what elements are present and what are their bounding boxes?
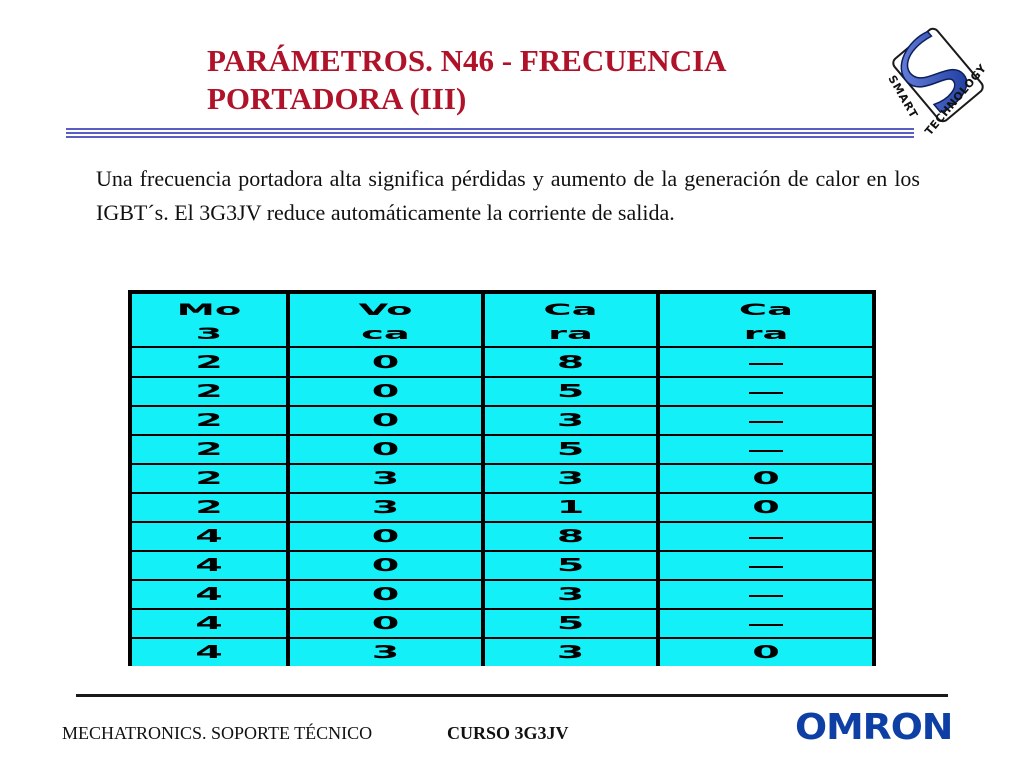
table-cell-dash <box>749 450 783 452</box>
table-cell: 2 <box>195 497 223 518</box>
table-cell: 5 <box>556 381 585 402</box>
table-cell: 0 <box>752 497 780 518</box>
table-cell: 3 <box>556 584 585 605</box>
table-cell-dash <box>749 624 783 626</box>
table-cell: 4 <box>195 642 223 663</box>
table-cell: 0 <box>371 613 400 634</box>
header-text: Mo <box>176 300 242 319</box>
table-cell: 4 <box>195 555 223 576</box>
table-cell-dash <box>749 421 783 423</box>
table-cell: 2 <box>195 468 223 489</box>
table-cell: 0 <box>752 468 780 489</box>
header-text: Ca <box>543 300 598 319</box>
table-cell: 2 <box>195 439 223 460</box>
svg-text:TECHNOLOGY: TECHNOLOGY <box>922 61 990 138</box>
table-cell: 5 <box>556 439 585 460</box>
svg-text:SMART: SMART <box>885 73 921 121</box>
table-cell-dash <box>749 363 783 365</box>
header-text: 3 <box>195 324 223 343</box>
table-cell: 3 <box>371 642 400 663</box>
table-cell: 0 <box>371 410 400 431</box>
table-cell: 5 <box>556 555 585 576</box>
header-text: ca <box>361 324 410 343</box>
table-cell: 0 <box>371 526 400 547</box>
footer-course: CURSO 3G3JV <box>447 723 569 743</box>
table-cell-dash <box>749 392 783 394</box>
table-cell: 0 <box>371 439 400 460</box>
table-cell: 0 <box>752 642 780 663</box>
smart-technology-logo <box>868 10 1008 140</box>
table-cell: 0 <box>371 555 400 576</box>
table-cell: 2 <box>195 352 223 373</box>
table-cell: 4 <box>195 584 223 605</box>
title-line-2: PORTADORA (III) <box>207 81 467 116</box>
header-text: Vo <box>358 300 413 319</box>
header-text: ra <box>743 324 789 343</box>
table-cell-dash <box>749 566 783 568</box>
table-cell: 3 <box>556 642 585 663</box>
title-underline <box>66 128 914 142</box>
table-cell: 8 <box>556 526 585 547</box>
carrier-frequency-table <box>128 290 876 666</box>
table-cell-dash <box>749 595 783 597</box>
table-cell: 3 <box>371 468 400 489</box>
description-paragraph: Una frecuencia portadora alta significa pérdidas y aumento de la generación de calor en los IGBT´s. El 3G3JV reduce automáticamente la corriente de salida. <box>96 166 920 225</box>
table-cell: 5 <box>556 613 585 634</box>
table-cell: 2 <box>195 381 223 402</box>
table-cell: 4 <box>195 526 223 547</box>
page-title <box>207 42 847 118</box>
table-cell: 1 <box>556 497 585 518</box>
table-cell: 3 <box>371 497 400 518</box>
table-cell: 0 <box>371 584 400 605</box>
table-cell: 8 <box>556 352 585 373</box>
table-cell: 3 <box>556 410 585 431</box>
table-cell: 2 <box>195 410 223 431</box>
footer-department: MECHATRONICS. SOPORTE TÉCNICO <box>62 723 373 743</box>
table-cell: 4 <box>195 613 223 634</box>
table-header-carrier-2 <box>512 296 1021 348</box>
table-cell: 0 <box>371 352 400 373</box>
table-cell: 3 <box>556 468 585 489</box>
table-cell-dash <box>749 537 783 539</box>
header-text: Ca <box>738 300 794 319</box>
title-line-1: PARÁMETROS. N46 - FRECUENCIA <box>207 43 727 78</box>
header-text: ra <box>548 324 593 343</box>
footer-rule <box>76 694 948 697</box>
omron-logo: OMRON <box>795 707 953 748</box>
table-cell: 0 <box>371 381 400 402</box>
